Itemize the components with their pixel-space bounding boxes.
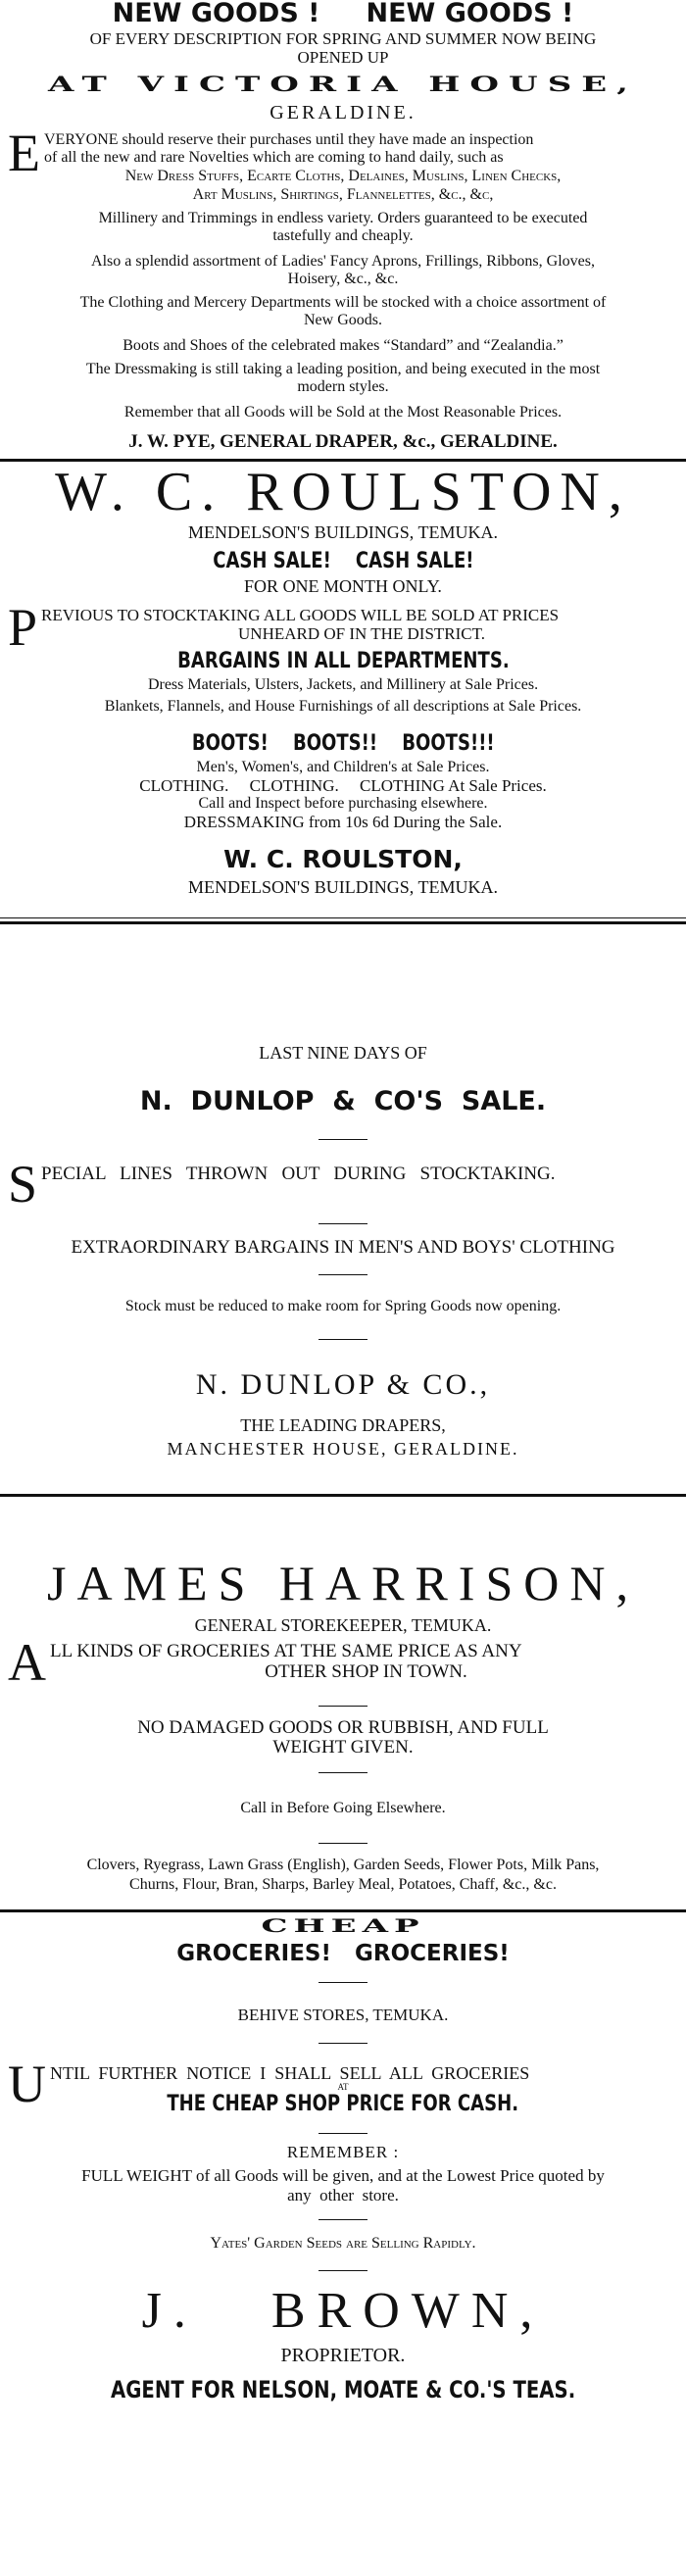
divider-2b [0, 921, 686, 924]
drop-cap-a: A [8, 1633, 46, 1692]
dunlop-name: N. DUNLOP & CO., [195, 1368, 491, 1401]
victoria-p3b: Hoisery, &c., &c. [287, 271, 399, 287]
brown-groceries: GROCERIES! GROCERIES! [176, 1941, 510, 1966]
roulston-name: W. C. ROULSTON, [55, 462, 631, 522]
roulston-one-month: FOR ONE MONTH ONLY. [244, 576, 442, 596]
victoria-p3: Also a splendid assortment of Ladies' Fancy Aprons, Frillings, Ribbons, Gloves, [91, 253, 595, 270]
roulston-signature-address: MENDELSON'S BUILDINGS, TEMUKA. [188, 877, 498, 897]
victoria-p1b: of all the new and rare Novelties which are coming to hand daily, such as [44, 149, 504, 166]
victoria-signature: J. W. PYE, GENERAL DRAPER, &c., GERALDINE. [128, 431, 558, 452]
roulston-prev1: REVIOUS TO STOCKTAKING ALL GOODS WILL BE SOLD AT PRICES [41, 606, 560, 624]
brown-yates-seeds: Yates' Garden Seeds are Selling Rapidly. [210, 2235, 476, 2252]
dunlop-extraordinary: EXTRAORDINARY BARGAINS IN MEN'S AND BOYS' CLOTHING [71, 1237, 615, 1258]
victoria-p2a: Millinery and Trimmings in endless variety. Orders guaranteed to be executed [98, 210, 588, 226]
roulston-bargains: BARGAINS IN ALL DEPARTMENTS. [176, 649, 510, 673]
victoria-p1d: Art Muslins, Shirtings, Flannelettes, &c., &c, [192, 186, 494, 203]
victoria-p2b: tastefully and cheaply. [272, 227, 414, 244]
harrison-short-rule-2 [318, 1772, 368, 1773]
brown-behive-stores: BEHIVE STORES, TEMUKA. [237, 2006, 449, 2024]
victoria-p1a: VERYONE should reserve their purchases until they have made an inspection [44, 131, 534, 148]
dunlop-short-rule-1 [318, 1139, 368, 1140]
roulston-blankets: Blankets, Flannels, and House Furnishings of all descriptions at Sale Prices. [104, 698, 582, 715]
brown-short-rule-4 [318, 2219, 368, 2220]
victoria-headline: NEW GOODS ! NEW GOODS ! [112, 0, 574, 28]
harrison-subtitle: GENERAL STOREKEEPER, TEMUKA. [194, 1615, 492, 1635]
dunlop-special-para [4, 1155, 682, 1214]
divider-3 [0, 1494, 686, 1497]
victoria-p4b: New Goods. [304, 312, 382, 328]
victoria-sub-line-1: OF EVERY DESCRIPTION FOR SPRING AND SUMMER NOW BEING [89, 29, 597, 48]
drop-cap-p: P [8, 598, 38, 657]
brown-at: AT [337, 2082, 349, 2092]
harrison-clovers-2: Churns, Flour, Bran, Sharps, Barley Meal, Potatoes, Chaff, &c., &c. [129, 1876, 557, 1893]
brown-cheap-title: CHEAP [261, 1915, 425, 1937]
victoria-sub-line-2: OPENED UP [297, 48, 389, 67]
victoria-p1c: New Dress Stuffs, Ecarte Cloths, Delaines, Muslins, Linen Checks, [124, 168, 562, 184]
roulston-dress-materials: Dress Materials, Ulsters, Jackets, and Millinery at Sale Prices. [147, 676, 539, 693]
roulston-dressmaking: DRESSMAKING from 10s 6d During the Sale. [183, 813, 503, 831]
victoria-p6a: The Dressmaking is still taking a leading position, and being executed in the most [85, 361, 601, 377]
drop-cap-e: E [8, 124, 40, 182]
dunlop-stock: Stock must be reduced to make room for Spring Goods now opening. [124, 1298, 562, 1314]
victoria-p6b: modern styles. [297, 378, 389, 395]
brown-until: NTIL FURTHER NOTICE I SHALL SELL ALL GROCERIES [50, 2063, 530, 2083]
harrison-call-in: Call in Before Going Elsewhere. [240, 1800, 446, 1816]
harrison-name: JAMES HARRISON, [47, 1556, 639, 1610]
harrison-all1: LL KINDS OF GROCERIES AT THE SAME PRICE AS ANY [50, 1641, 522, 1661]
dunlop-sale-title: N. DUNLOP & CO'S SALE. [139, 1086, 547, 1116]
victoria-p4a: The Clothing and Mercery Departments will be stocked with a choice assortment of [79, 294, 607, 311]
brown-short-rule-1 [318, 1982, 368, 1983]
harrison-no-damaged-1: NO DAMAGED GOODS OR RUBBISH, AND FULL [137, 1717, 549, 1738]
brown-proprietor: PROPRIETOR. [280, 2345, 406, 2366]
dunlop-short-rule-4 [318, 1339, 368, 1340]
dunlop-short-rule-3 [318, 1274, 368, 1275]
brown-full-weight-1: FULL WEIGHT of all Goods will be given, and at the Lowest Price quoted by [81, 2166, 605, 2185]
brown-short-rule-5 [318, 2270, 368, 2271]
harrison-all2: OTHER SHOP IN TOWN. [265, 1661, 467, 1682]
brown-short-rule-3 [318, 2133, 368, 2134]
harrison-clovers-1: Clovers, Ryegrass, Lawn Grass (English), Garden Seeds, Flower Pots, Milk Pans, [86, 1857, 600, 1873]
harrison-all-kinds-para [4, 1633, 682, 1692]
roulston-address: MENDELSON'S BUILDINGS, TEMUKA. [188, 522, 498, 542]
drop-cap-s: S [8, 1155, 38, 1214]
brown-full-weight-2: any other store. [287, 2186, 399, 2204]
roulston-cash-sale: CASH SALE! CASH SALE! [212, 549, 474, 573]
divider-4 [0, 1909, 686, 1912]
victoria-p7: Remember that all Goods will be Sold at the Most Reasonable Prices. [123, 404, 563, 421]
dunlop-last-nine-days: LAST NINE DAYS OF [259, 1043, 427, 1063]
harrison-short-rule-3 [318, 1843, 368, 1844]
harrison-no-damaged-2: WEIGHT GIVEN. [272, 1737, 414, 1758]
dunlop-leading-drapers: THE LEADING DRAPERS, [240, 1415, 446, 1435]
victoria-house-title: AT VICTORIA HOUSE, [48, 73, 638, 97]
roulston-boots: BOOTS! BOOTS!! BOOTS!!! [191, 731, 495, 756]
roulston-clothing: CLOTHING. CLOTHING. CLOTHING At Sale Prices. [139, 776, 547, 795]
brown-name: J. BROWN, [141, 2283, 545, 2339]
dunlop-special: PECIAL LINES THROWN OUT DURING STOCKTAKING. [41, 1164, 556, 1184]
roulston-mens: Men's, Women's, and Children's at Sale Prices. [196, 759, 490, 775]
roulston-signature: W. C. ROULSTON, [223, 845, 463, 873]
harrison-short-rule-1 [318, 1706, 368, 1707]
brown-short-rule-2 [318, 2043, 368, 2044]
brown-remember: REMEMBER : [286, 2143, 400, 2161]
victoria-p5: Boots and Shoes of the celebrated makes “Standard” and “Zealandia.” [122, 337, 564, 354]
brown-agent: AGENT FOR NELSON, MOATE & CO.'S TEAS. [110, 2376, 576, 2403]
victoria-place: GERALDINE. [270, 102, 416, 124]
divider-2 [0, 917, 686, 918]
brown-cheap-shop-price: THE CHEAP SHOP PRICE FOR CASH. [167, 2092, 519, 2116]
roulston-prev2: UNHEARD OF IN THE DISTRICT. [238, 624, 486, 643]
roulston-previous-para [4, 598, 682, 657]
dunlop-short-rule-2 [318, 1223, 368, 1224]
drop-cap-u: U [8, 2055, 46, 2113]
dunlop-manchester-house: MANCHESTER HOUSE, GERALDINE. [167, 1439, 519, 1459]
roulston-call-inspect: Call and Inspect before purchasing elsewhere. [198, 795, 488, 812]
